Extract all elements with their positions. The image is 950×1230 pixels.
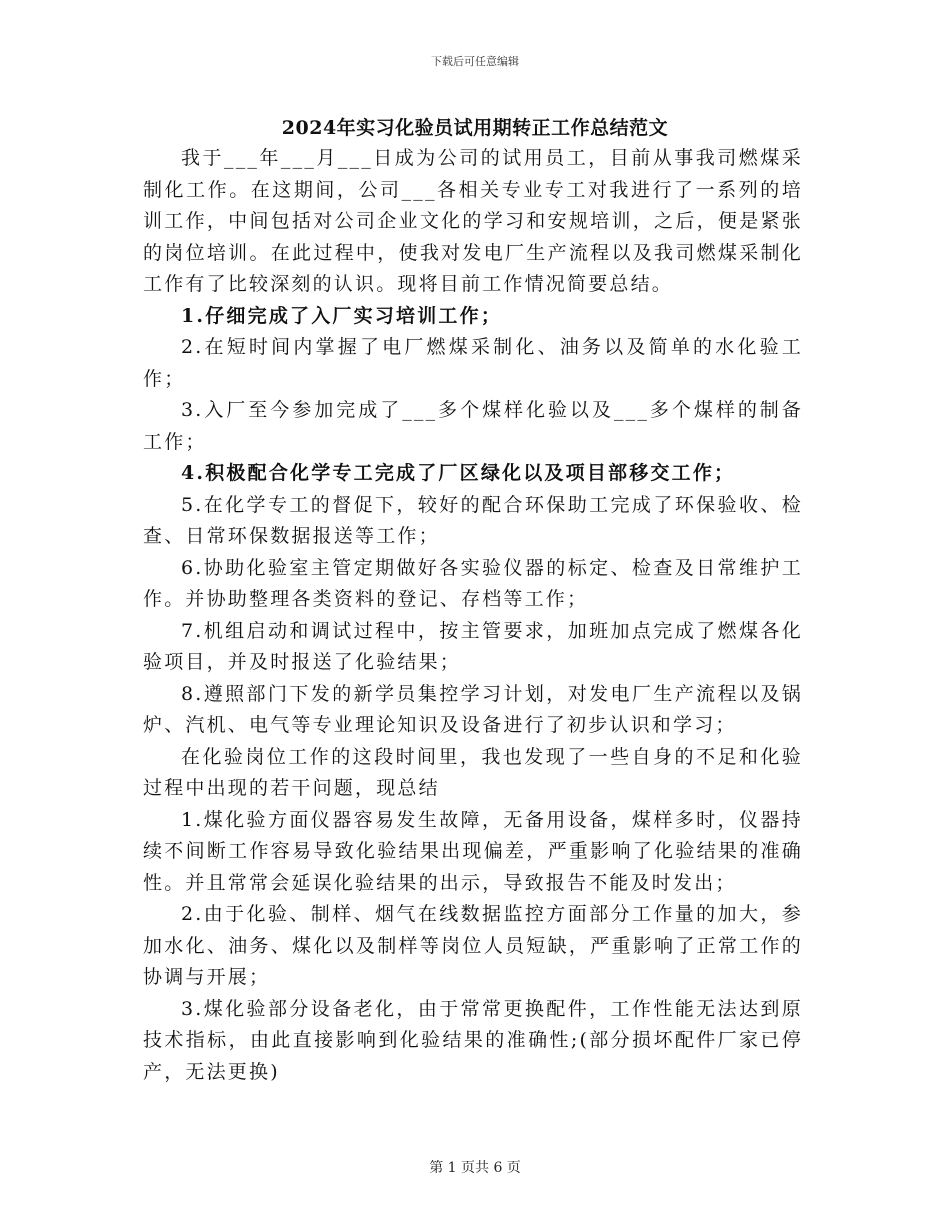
paragraph-problems-intro: 在化验岗位工作的这段时间里，我也发现了一些自身的不足和化验过程中出现的若干问题，现总结 [143, 745, 803, 799]
paragraph-item-5: 5.在化学专工的督促下，较好的配合环保助工完成了环保验收、检查、日常环保数据报送等工作； [143, 493, 803, 547]
document-title: 2024年实习化验员试用期转正工作总结范文 [281, 117, 669, 139]
paragraph-item-8: 8.遵照部门下发的新学员集控学习计划，对发电厂生产流程以及锅炉、汽机、电气等专业理论知识及设备进行了初步认识和学习； [143, 682, 803, 736]
paragraph-intro: 我于___年___月___日成为公司的试用员工，目前从事我司燃煤采制化工作。在这期间，公司___各相关专业专工对我进行了一系列的培训工作，中间包括对公司企业文化的学习和安规培训，之后，便是紧张的岗位培训。在此过程中，使我对发电厂生产流程以及我司燃煤采制化工作有了比较深刻的认识。现将目前工作情况简要总结。 [143, 147, 803, 295]
paragraph-problem-3: 3.煤化验部分设备老化，由于常常更换配件，工作性能无法达到原技术指标，由此直接影响到化验结果的准确性;(部分损坏配件厂家已停产，无法更换) [143, 997, 803, 1083]
header-note: 下载后可任意编辑 [431, 55, 519, 68]
page-footer: 第 1 页共 6 页 [429, 1160, 521, 1176]
paragraph-item-3: 3.入厂至今参加完成了___多个煤样化验以及___多个煤样的制备工作； [143, 399, 803, 453]
paragraph-problem-2: 2.由于化验、制样、烟气在线数据监控方面部分工作量的加大，参加水化、油务、煤化以及制样等岗位人员短缺，严重影响了正常工作的协调与开展； [143, 903, 803, 988]
paragraph-problem-1: 1.煤化验方面仪器容易发生故障，无备用设备，煤样多时，仪器持续不间断工作容易导致化验结果出现偏差，严重影响了化验结果的准确性。并且常常会延误化验结果的出示，导致报告不能及时发出； [143, 808, 803, 894]
paragraph-item-7: 7.机组启动和调试过程中，按主管要求，加班加点完成了燃煤各化验项目，并及时报送了化验结果； [143, 619, 803, 673]
paragraph-item-1: 1.仔细完成了入厂实习培训工作； [181, 304, 503, 327]
paragraph-item-2: 2.在短时间内掌握了电厂燃煤采制化、油务以及简单的水化验工作； [143, 336, 803, 390]
document-body [143, 143, 803, 1088]
paragraph-item-4: 4.积极配合化学专工完成了厂区绿化以及项目部移交工作； [181, 462, 736, 484]
paragraph-item-6: 6.协助化验室主管定期做好各实验仪器的标定、检查及日常维护工作。并协助整理各类资料的登记、存档等工作； [143, 556, 803, 610]
